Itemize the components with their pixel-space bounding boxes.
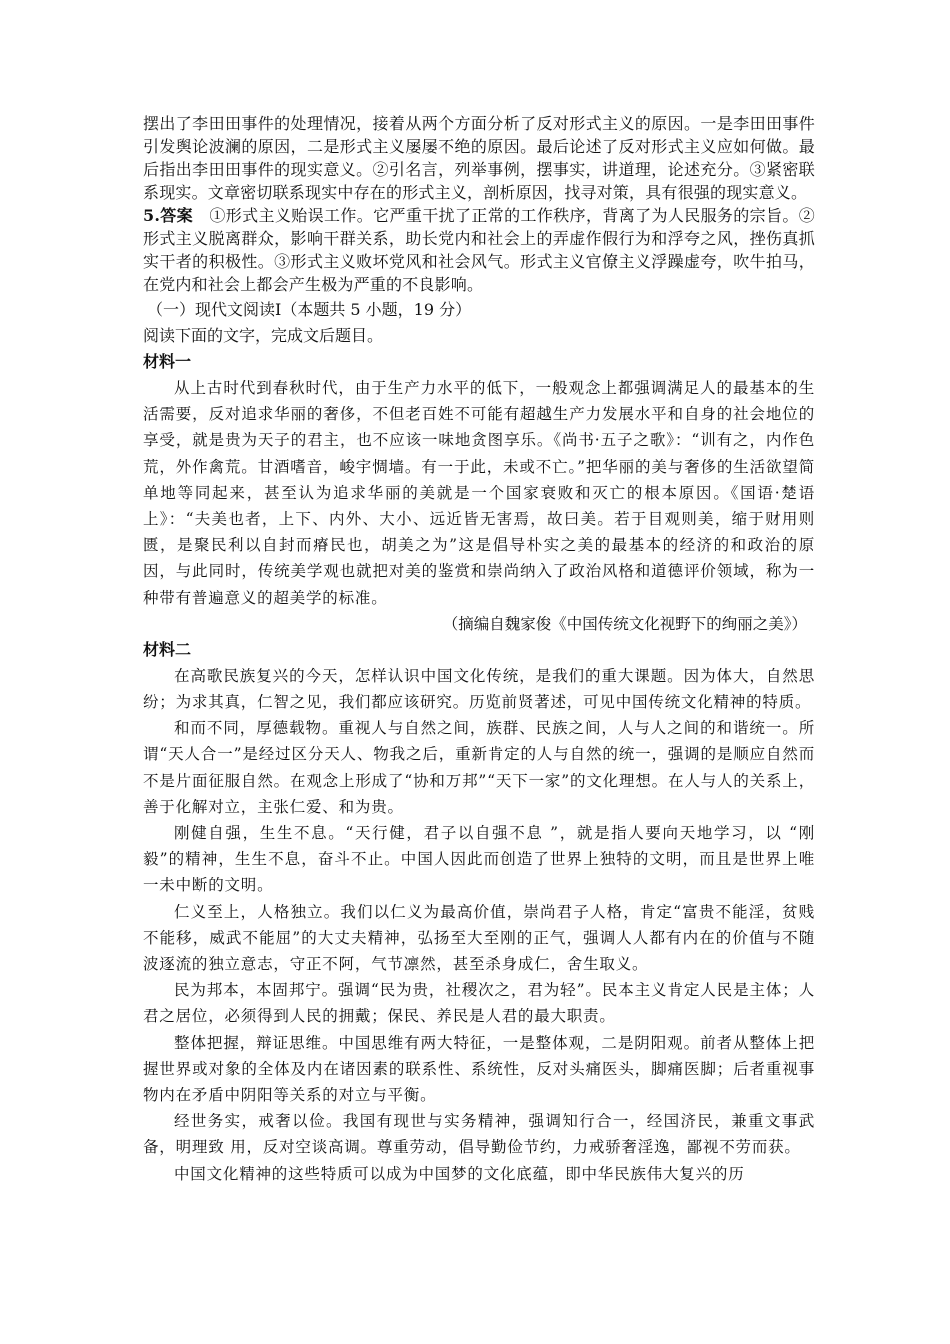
material-1-heading: 材料一: [143, 352, 192, 371]
answer-5-label: 5.答案: [143, 206, 194, 225]
answer-5-text: ①形式主义贻误工作。它严重干扰了正常的工作秩序，背离了为人民服务的宗旨。②形式主义脱离群众，影响干群关系，助长党内和社会上的弄虚作假行为和浮夸之风，挫伤真抓实干者的积极性。③形式主义败坏党风和社会风气。形式主义官僚主义浮躁虚夸，吹牛拍马，在党内和社会上都会产生极为严重的不良影响。: [143, 206, 815, 294]
material-2-paragraph-6: 整体把握，辩证思维。中国思维有两大特征，一是整体观，二是阴阳观。前者从整体上把握世界或对象的全体及内在诸因素的联系性、系统性，反对头痛医头，脚痛医脚；后者重视事物内在矛盾中阴阳等关系的对立与平衡。: [143, 1033, 815, 1105]
material-2-paragraph-4: 仁义至上，人格独立。我们以仁义为最高价值，崇尚君子人格，肯定“富贵不能淫，贫贱不能移，威武不能屈”的大丈夫精神，弘扬至大至刚的正气，强调人人都有内在的价值与不随波逐流的独立意志，守正不阿，气节凛然，甚至杀身成仁，舍生取义。: [143, 902, 815, 974]
material-2-paragraph-3: 刚健自强，生生不息。“天行健，君子以自强不息 ”，就是指人要向天地学习，以 “刚毅”的精神，生生不息，奋斗不止。中国人因此而创造了世界上独特的文明，而且是世界上唯一未中断的文明。: [143, 824, 815, 895]
material-1-paragraph: 从上古时代到春秋时代，由于生产力水平的低下，一般观念上都强调满足人的最基本的生活需要，反对追求华丽的奢侈，不但老百姓不可能有超越生产力发展水平和自身的社会地位的享受，就是贵为天子的君主，也不应该一味地贪图享乐。《尚书·五子之歌》：“训有之，内作色荒，外作禽荒。甘酒嗜音，峻宇惆墙。有一于此，未或不亡。”把华丽的美与奢侈的生活欲望简单地等同起来，甚至认为追求华丽的美就是一个国家衰败和灭亡的根本原因。《国语·楚语上》：“夫美也者，上下、内外、大小、远近皆无害焉，故曰美。若于目观则美，缩于财用则匮，是聚民利以自封而瘠民也，胡美之为”这是倡导朴实之美的最基本的经济的和政治的原因，与此同时，传统美学观也就把对美的鉴赏和崇尚纳入了政治风格和道德评价领域，称为一种带有普遍意义的超美学的标准。: [143, 379, 815, 607]
material-2-paragraph-1: 在高歌民族复兴的今天，怎样认识中国文化传统，是我们的重大课题。因为体大，自然思纷；为求其真，仁智之见，我们都应该研究。历览前贤著述，可见中国传统文化精神的特质。: [143, 666, 815, 712]
answer-5: [143, 204, 815, 296]
document-page: [143, 112, 815, 1187]
reading-instruction: 阅读下面的文字，完成文后题目。: [143, 326, 384, 345]
material-2-heading: 材料二: [143, 639, 192, 659]
section-title: （一）现代文阅读Ⅰ（本题共 5 小题，19 分）: [147, 300, 472, 319]
material-2-paragraph-5: 民为邦本，本固邦宁。强调“民为贵，社稷次之，君为轻”。民本主义肯定人民是主体；人君之居位，必须得到人民的拥戴；保民、养民是人君的最大职责。: [143, 981, 815, 1026]
material-2-paragraph-7: 经世务实，戒奢以俭。我国有现世与实务精神，强调知行合一，经国济民，兼重文事武备，明理致 用，反对空谈高调。尊重劳动，倡导勤俭节约，力戒骄奢淫逸，鄙视不劳而获。: [143, 1112, 815, 1157]
answer-4-continuation: 摆出了李田田事件的处理情况，接着从两个方面分析了反对形式主义的原因。一是李田田事件引发舆论波澜的原因，二是形式主义屡屡不绝的原因。最后论述了反对形式主义应如何做。最后指出李田田事件的现实意义。②引名言，列举事例，摆事实，讲道理，论述充分。③紧密联系现实。文章密切联系现实中存在的形式主义，剖析原因，找寻对策，具有很强的现实意义。: [143, 114, 815, 202]
material-2-paragraph-8: 中国文化精神的这些特质可以成为中国梦的文化底蕴，即中华民族伟大复兴的历: [174, 1164, 745, 1183]
material-1-source: （摘编自魏家俊《中国传统文化视野下的绚丽之美》）: [442, 614, 807, 633]
material-2-paragraph-2: 和而不同，厚德载物。重视人与自然之间，族群、民族之间，人与人之间的和谐统一。所谓“天人合一”是经过区分天人、物我之后，重新肯定的人与自然的统一，强调的是顺应自然而不是片面征服自然。在观念上形成了“协和万邦”“天下一家”的文化理想。在人与人的关系上，善于化解对立，主张仁爱、和为贵。: [143, 719, 815, 816]
